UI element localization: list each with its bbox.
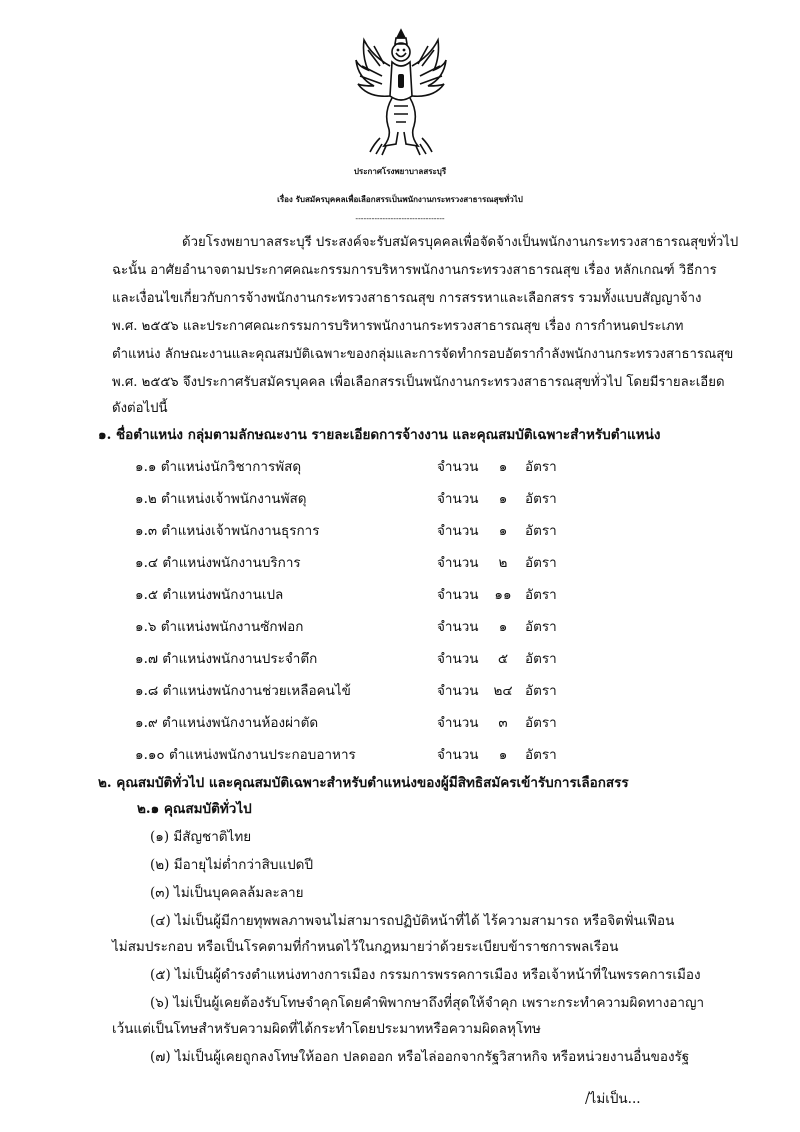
section-1-heading: ๑. ชื่อตำแหน่ง กลุ่มตามลักษณะงาน รายละเอียดการจ้างงาน และคุณสมบัติเฉพาะสำหรับตำแหน่ง [98,427,661,443]
position-name: ๑.๒ ตำแหน่งเจ้าพนักงานพัสดุ [135,491,307,507]
position-unit: อัตรา [525,747,557,763]
position-name: ๑.๘ ตำแหน่งพนักงานช่วยเหลือคนไข้ [135,683,351,699]
position-name: ๑.๕ ตำแหน่งพนักงานเปล [135,587,284,603]
intro-line: ดังต่อไปนี้ [112,401,168,416]
position-name: ๑.๔ ตำแหน่งพนักงานบริการ [135,555,301,571]
qualification-item: (๒) มีอายุไม่ต่ำกว่าสิบแปดปี [150,857,314,873]
position-name: ๑.๓ ตำแหน่งเจ้าพนักงานธุรการ [135,523,320,539]
position-unit: อัตรา [525,523,557,539]
intro-line: ฉะนั้น อาศัยอำนาจตามประกาศคณะกรรมการบริหารพนักงานกระทรวงสาธารณสุข เรื่อง หลักเกณฑ์ วิธีการ [112,263,717,278]
garuda-emblem-icon [352,26,450,156]
position-count-label: จำนวน [437,651,479,667]
qualification-item: (๓) ไม่เป็นบุคคลล้มละลาย [150,885,304,901]
intro-line: ตำแหน่ง ลักษณะงานและคุณสมบัติเฉพาะของกลุ่มและการจัดทำกรอบอัตรากำลังพนักงานกระทรวงสาธารณสุข [112,347,734,362]
position-name: ๑.๙ ตำแหน่งพนักงานห้องผ่าตัด [135,715,319,731]
position-name: ๑.๖ ตำแหน่งพนักงานซักฟอก [135,619,304,635]
page-continuation: /ไม่เป็น... [585,1091,641,1107]
position-count: ๑ [498,523,508,539]
position-unit: อัตรา [525,683,557,699]
position-count: ๓ [498,715,508,731]
position-count: ๒ [498,555,508,571]
intro-line: พ.ศ. ๒๕๕๖ และประกาศคณะกรรมการบริหารพนักงานกระทรวงสาธารณสุข เรื่อง การกำหนดประเภท [112,319,684,334]
section-2-1-heading: ๒.๑ คุณสมบัติทั่วไป [137,801,252,817]
intro-line: และเงื่อนไขเกี่ยวกับการจ้างพนักงานกระทรวงสาธารณสุข การสรรหาและเลือกสรร รวมทั้งแบบสัญญาจ้าง [112,291,702,306]
qualification-item: (๖) ไม่เป็นผู้เคยต้องรับโทษจำคุกโดยคำพิพากษาถึงที่สุดให้จำคุก เพราะกระทำความผิดทางอาญา [150,995,705,1011]
position-count-label: จำนวน [437,587,479,603]
qualification-item-continued: เว้นแต่เป็นโทษสำหรับความผิดที่ได้กระทำโดยประมาทหรือความผิดลหุโทษ [112,1021,541,1037]
header-divider: --------------------------------- [355,214,445,223]
position-unit: อัตรา [525,491,557,507]
position-count: ๑ [498,747,508,763]
position-count-label: จำนวน [437,555,479,571]
position-count: ๕ [497,651,509,667]
position-count-label: จำนวน [437,619,479,635]
position-unit: อัตรา [525,651,557,667]
position-count: ๑ [498,459,508,475]
position-count: ๑ [498,619,508,635]
position-count: ๒๔ [493,683,513,699]
position-count-label: จำนวน [437,683,479,699]
qualification-item-continued: ไม่สมประกอบ หรือเป็นโรคตามที่กำหนดไว้ในกฎหมายว่าด้วยระเบียบข้าราชการพลเรือน [112,939,619,955]
position-count-label: จำนวน [437,747,479,763]
qualification-item: (๗) ไม่เป็นผู้เคยถูกลงโทษให้ออก ปลดออก หรือไล่ออกจากรัฐวิสาหกิจ หรือหน่วยงานอื่นของรัฐ [150,1049,690,1065]
position-unit: อัตรา [525,459,557,475]
position-unit: อัตรา [525,587,557,603]
announcement-subject: เรื่อง รับสมัครบุคคลเพื่อเลือกสรรเป็นพนักงานกระทรวงสาธารณสุขทั่วไป [277,194,523,204]
position-count-label: จำนวน [437,715,479,731]
qualification-item: (๕) ไม่เป็นผู้ดำรงตำแหน่งทางการเมือง กรรมการพรรคการเมือง หรือเจ้าหน้าที่ในพรรคการเมือง [150,967,701,983]
announcement-title: ประกาศโรงพยาบาลสระบุรี [353,166,447,176]
qualification-item: (๔) ไม่เป็นผู้มีกายทุพพลภาพจนไม่สามารถปฏิบัติหน้าที่ได้ ไร้ความสามารถ หรือจิตฟั่นเฟือน [150,913,675,929]
position-count: ๑ [498,491,508,507]
position-unit: อัตรา [525,619,557,635]
position-count: ๑๑ [494,587,512,603]
qualification-item: (๑) มีสัญชาติไทย [150,829,252,845]
section-2-heading: ๒. คุณสมบัติทั่วไป และคุณสมบัติเฉพาะสำหรับตำแหน่งของผู้มีสิทธิสมัครเข้ารับการเลือกสรร [98,775,629,791]
position-name: ๑.๑๐ ตำแหน่งพนักงานประกอบอาหาร [135,747,356,763]
position-name: ๑.๑ ตำแหน่งนักวิชาการพัสดุ [135,459,302,475]
position-count-label: จำนวน [437,491,479,507]
position-unit: อัตรา [525,715,557,731]
intro-line: พ.ศ. ๒๕๕๖ จึงประกาศรับสมัครบุคคล เพื่อเลือกสรรเป็นพนักงานกระทรวงสาธารณสุขทั่วไป โดยมีรายละเอียด [112,375,725,390]
position-name: ๑.๗ ตำแหน่งพนักงานประจำตึก [135,651,318,667]
position-count-label: จำนวน [437,523,479,539]
position-count-label: จำนวน [437,459,479,475]
position-unit: อัตรา [525,555,557,571]
intro-line: ด้วยโรงพยาบาลสระบุรี ประสงค์จะรับสมัครบุคคลเพื่อจัดจ้างเป็นพนักงานกระทรวงสาธารณสุขทั่วไป [182,235,739,250]
